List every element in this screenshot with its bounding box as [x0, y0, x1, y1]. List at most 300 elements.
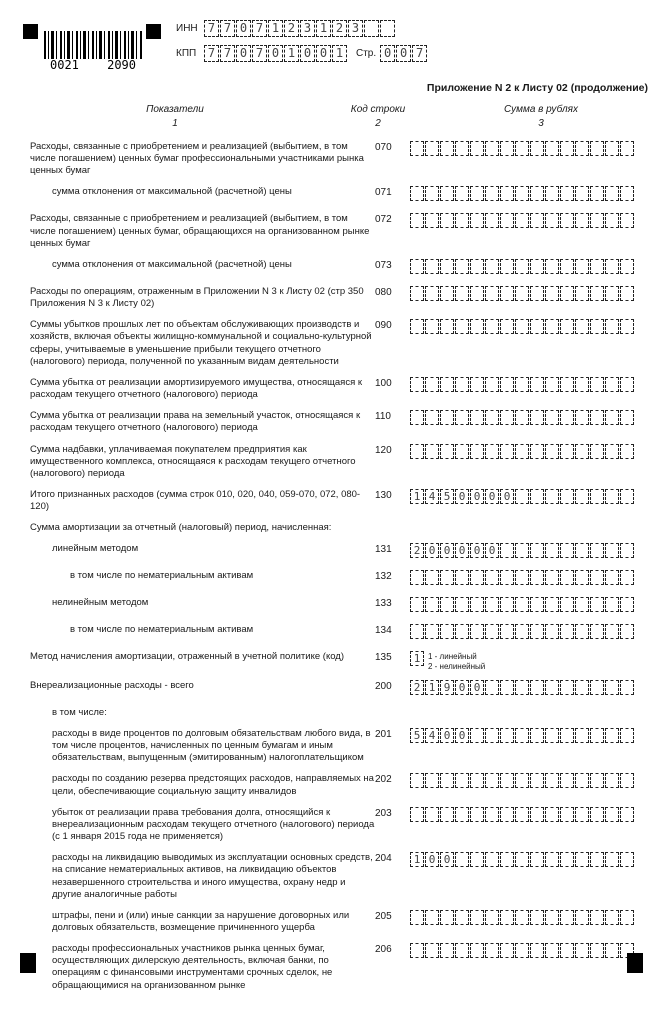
digit-cell[interactable]: [440, 377, 454, 392]
digit-cell[interactable]: [620, 543, 634, 558]
digit-cell[interactable]: [590, 773, 604, 788]
digit-cell[interactable]: [470, 773, 484, 788]
digit-cell[interactable]: [530, 910, 544, 925]
digit-cell[interactable]: [485, 141, 499, 156]
digit-cell[interactable]: [485, 186, 499, 201]
digit-cell[interactable]: [530, 444, 544, 459]
digit-cell[interactable]: [425, 141, 439, 156]
digit-cell[interactable]: [425, 624, 439, 639]
digit-cell[interactable]: [545, 286, 559, 301]
digit-cell[interactable]: [545, 570, 559, 585]
digit-cell[interactable]: [440, 444, 454, 459]
digit-cell[interactable]: [545, 319, 559, 334]
digit-cell[interactable]: 2: [284, 20, 299, 37]
digit-cell[interactable]: [590, 943, 604, 958]
digit-cell[interactable]: 3: [348, 20, 363, 37]
digit-cell[interactable]: [590, 141, 604, 156]
digit-cell[interactable]: 0: [440, 543, 454, 558]
row-value-field[interactable]: [410, 910, 635, 928]
digit-cell[interactable]: [575, 444, 589, 459]
digit-cell[interactable]: [620, 852, 634, 867]
digit-cell[interactable]: [560, 570, 574, 585]
digit-cell[interactable]: [485, 213, 499, 228]
digit-cell[interactable]: [410, 807, 424, 822]
digit-cell[interactable]: [530, 213, 544, 228]
digit-cell[interactable]: [545, 624, 559, 639]
row-value-field[interactable]: [410, 728, 635, 746]
digit-cell[interactable]: [545, 680, 559, 695]
digit-cell[interactable]: [425, 259, 439, 274]
digit-cell[interactable]: [530, 570, 544, 585]
digit-cell[interactable]: [485, 624, 499, 639]
digit-cell[interactable]: [410, 910, 424, 925]
digit-cell[interactable]: [425, 807, 439, 822]
digit-cell[interactable]: [500, 377, 514, 392]
digit-cell[interactable]: [515, 186, 529, 201]
digit-cell[interactable]: [500, 186, 514, 201]
digit-cell[interactable]: 9: [440, 680, 454, 695]
digit-cell[interactable]: [470, 570, 484, 585]
digit-cell[interactable]: 0: [425, 543, 439, 558]
digit-cell[interactable]: [575, 186, 589, 201]
digit-cell[interactable]: [620, 286, 634, 301]
digit-cell[interactable]: [620, 680, 634, 695]
digit-cell[interactable]: [590, 410, 604, 425]
digit-cell[interactable]: [500, 444, 514, 459]
row-value-field[interactable]: [410, 852, 635, 870]
digit-cell[interactable]: [590, 680, 604, 695]
digit-cell[interactable]: [455, 213, 469, 228]
digit-cell[interactable]: 4: [425, 728, 439, 743]
digit-cell[interactable]: 0: [485, 489, 499, 504]
digit-cell[interactable]: [605, 680, 619, 695]
digit-cell[interactable]: [560, 259, 574, 274]
digit-cell[interactable]: [620, 141, 634, 156]
digit-cell[interactable]: [545, 597, 559, 612]
digit-cell[interactable]: [560, 377, 574, 392]
digit-cell[interactable]: [515, 543, 529, 558]
digit-cell[interactable]: [515, 597, 529, 612]
row-value-field[interactable]: [410, 624, 635, 642]
digit-cell[interactable]: [560, 852, 574, 867]
digit-cell[interactable]: [545, 773, 559, 788]
row-value-field[interactable]: [410, 943, 635, 961]
digit-cell[interactable]: [620, 624, 634, 639]
digit-cell[interactable]: [455, 186, 469, 201]
digit-cell[interactable]: [485, 597, 499, 612]
digit-cell[interactable]: [410, 943, 424, 958]
digit-cell[interactable]: [500, 597, 514, 612]
digit-cell[interactable]: [545, 807, 559, 822]
digit-cell[interactable]: [620, 910, 634, 925]
digit-cell[interactable]: [455, 570, 469, 585]
digit-cell[interactable]: [380, 20, 395, 37]
row-value-field[interactable]: [410, 141, 635, 159]
digit-cell[interactable]: [470, 943, 484, 958]
digit-cell[interactable]: [560, 213, 574, 228]
digit-cell[interactable]: [425, 444, 439, 459]
row-value-field[interactable]: [410, 213, 635, 231]
digit-cell[interactable]: [485, 410, 499, 425]
digit-cell[interactable]: 1: [332, 45, 347, 62]
digit-cell[interactable]: [425, 910, 439, 925]
digit-cell[interactable]: 0: [455, 489, 469, 504]
digit-cell[interactable]: [560, 807, 574, 822]
digit-cell[interactable]: [605, 259, 619, 274]
digit-cell[interactable]: [605, 910, 619, 925]
digit-cell[interactable]: [425, 773, 439, 788]
digit-cell[interactable]: 0: [470, 680, 484, 695]
digit-cell[interactable]: 1: [284, 45, 299, 62]
digit-cell[interactable]: [440, 570, 454, 585]
digit-cell[interactable]: [410, 377, 424, 392]
row-value-field[interactable]: [410, 570, 635, 588]
digit-cell[interactable]: [500, 141, 514, 156]
digit-cell[interactable]: 5: [410, 728, 424, 743]
digit-cell[interactable]: [425, 597, 439, 612]
digit-cell[interactable]: [560, 680, 574, 695]
digit-cell[interactable]: [455, 444, 469, 459]
digit-cell[interactable]: [545, 852, 559, 867]
digit-cell[interactable]: [620, 186, 634, 201]
digit-cell[interactable]: [455, 807, 469, 822]
digit-cell[interactable]: [425, 186, 439, 201]
digit-cell[interactable]: [530, 597, 544, 612]
digit-cell[interactable]: [440, 186, 454, 201]
digit-cell[interactable]: [485, 444, 499, 459]
digit-cell[interactable]: [515, 852, 529, 867]
digit-cell[interactable]: [455, 410, 469, 425]
digit-cell[interactable]: [605, 624, 619, 639]
digit-cell[interactable]: [440, 624, 454, 639]
digit-cell[interactable]: [515, 910, 529, 925]
digit-cell[interactable]: [590, 807, 604, 822]
digit-cell[interactable]: [485, 377, 499, 392]
row-value-field[interactable]: [410, 259, 635, 277]
digit-cell[interactable]: [545, 186, 559, 201]
digit-cell[interactable]: [560, 444, 574, 459]
digit-cell[interactable]: [410, 597, 424, 612]
digit-cell[interactable]: [485, 728, 499, 743]
digit-cell[interactable]: [470, 319, 484, 334]
digit-cell[interactable]: [455, 910, 469, 925]
digit-cell[interactable]: [515, 444, 529, 459]
digit-cell[interactable]: [560, 286, 574, 301]
digit-cell[interactable]: [575, 489, 589, 504]
digit-cell[interactable]: [470, 377, 484, 392]
digit-cell[interactable]: [515, 624, 529, 639]
digit-cell[interactable]: [455, 624, 469, 639]
digit-cell[interactable]: [530, 728, 544, 743]
digit-cell[interactable]: 0: [455, 543, 469, 558]
digit-cell[interactable]: [575, 141, 589, 156]
row-value-field[interactable]: [410, 807, 635, 825]
digit-cell[interactable]: 7: [252, 45, 267, 62]
digit-cell[interactable]: [500, 259, 514, 274]
digit-cell[interactable]: 1: [268, 20, 283, 37]
digit-cell[interactable]: [425, 286, 439, 301]
digit-cell[interactable]: [620, 213, 634, 228]
digit-cell[interactable]: [590, 543, 604, 558]
digit-cell[interactable]: [545, 728, 559, 743]
row-value-field[interactable]: [410, 680, 635, 698]
digit-cell[interactable]: [500, 570, 514, 585]
digit-cell[interactable]: [575, 286, 589, 301]
digit-cell[interactable]: [605, 807, 619, 822]
row-value-field[interactable]: [410, 773, 635, 791]
digit-cell[interactable]: [605, 852, 619, 867]
digit-cell[interactable]: [470, 852, 484, 867]
kpp-field[interactable]: [204, 45, 348, 63]
digit-cell[interactable]: 0: [485, 543, 499, 558]
digit-cell[interactable]: [515, 943, 529, 958]
digit-cell[interactable]: 0: [316, 45, 331, 62]
digit-cell[interactable]: 0: [470, 489, 484, 504]
digit-cell[interactable]: [560, 597, 574, 612]
digit-cell[interactable]: [515, 570, 529, 585]
digit-cell[interactable]: [515, 286, 529, 301]
digit-cell[interactable]: [440, 259, 454, 274]
digit-cell[interactable]: [530, 141, 544, 156]
digit-cell[interactable]: 2: [410, 543, 424, 558]
digit-cell[interactable]: [515, 377, 529, 392]
digit-cell[interactable]: [410, 570, 424, 585]
digit-cell[interactable]: [485, 943, 499, 958]
digit-cell[interactable]: 0: [425, 852, 439, 867]
digit-cell[interactable]: [440, 910, 454, 925]
digit-cell[interactable]: [470, 910, 484, 925]
digit-cell[interactable]: [440, 773, 454, 788]
digit-cell[interactable]: 0: [236, 20, 251, 37]
digit-cell[interactable]: 1: [410, 852, 424, 867]
digit-cell[interactable]: [590, 489, 604, 504]
digit-cell[interactable]: [575, 543, 589, 558]
page-number-field[interactable]: [380, 45, 428, 63]
digit-cell[interactable]: [410, 141, 424, 156]
digit-cell[interactable]: 1: [425, 680, 439, 695]
digit-cell[interactable]: [605, 410, 619, 425]
digit-cell[interactable]: [545, 410, 559, 425]
digit-cell[interactable]: [500, 286, 514, 301]
digit-cell[interactable]: [560, 319, 574, 334]
digit-cell[interactable]: 7: [252, 20, 267, 37]
digit-cell[interactable]: [440, 319, 454, 334]
digit-cell[interactable]: [485, 910, 499, 925]
digit-cell[interactable]: [440, 943, 454, 958]
digit-cell[interactable]: [455, 319, 469, 334]
digit-cell[interactable]: [455, 377, 469, 392]
digit-cell[interactable]: [575, 597, 589, 612]
digit-cell[interactable]: [515, 680, 529, 695]
digit-cell[interactable]: 7: [412, 45, 427, 62]
digit-cell[interactable]: [500, 624, 514, 639]
digit-cell[interactable]: [410, 186, 424, 201]
digit-cell[interactable]: [605, 286, 619, 301]
digit-cell[interactable]: [605, 597, 619, 612]
digit-cell[interactable]: [515, 773, 529, 788]
row-value-field[interactable]: [410, 444, 635, 462]
digit-cell[interactable]: [470, 286, 484, 301]
digit-cell[interactable]: [530, 943, 544, 958]
digit-cell[interactable]: 0: [396, 45, 411, 62]
digit-cell[interactable]: [410, 773, 424, 788]
digit-cell[interactable]: [545, 444, 559, 459]
digit-cell[interactable]: [425, 570, 439, 585]
digit-cell[interactable]: [545, 377, 559, 392]
digit-cell[interactable]: [545, 213, 559, 228]
digit-cell[interactable]: 2: [332, 20, 347, 37]
digit-cell[interactable]: [455, 773, 469, 788]
digit-cell[interactable]: 7: [204, 45, 219, 62]
digit-cell[interactable]: [605, 543, 619, 558]
digit-cell[interactable]: [500, 807, 514, 822]
digit-cell[interactable]: [560, 624, 574, 639]
digit-cell[interactable]: [590, 624, 604, 639]
digit-cell[interactable]: [515, 807, 529, 822]
digit-cell[interactable]: [470, 410, 484, 425]
digit-cell[interactable]: [530, 807, 544, 822]
digit-cell[interactable]: [470, 186, 484, 201]
digit-cell[interactable]: [515, 489, 529, 504]
digit-cell[interactable]: [455, 852, 469, 867]
row-value-field[interactable]: [410, 489, 635, 507]
row-value-field[interactable]: [410, 597, 635, 615]
digit-cell[interactable]: [530, 624, 544, 639]
digit-cell[interactable]: 0: [470, 543, 484, 558]
inn-field[interactable]: [204, 20, 396, 38]
digit-cell[interactable]: [515, 319, 529, 334]
digit-cell[interactable]: [425, 319, 439, 334]
digit-cell[interactable]: [590, 444, 604, 459]
digit-cell[interactable]: [500, 543, 514, 558]
digit-cell[interactable]: [575, 773, 589, 788]
digit-cell[interactable]: [425, 377, 439, 392]
digit-cell[interactable]: [440, 410, 454, 425]
digit-cell[interactable]: [575, 807, 589, 822]
digit-cell[interactable]: 1: [316, 20, 331, 37]
digit-cell[interactable]: 0: [440, 852, 454, 867]
digit-cell[interactable]: [545, 543, 559, 558]
digit-cell[interactable]: [410, 259, 424, 274]
digit-cell[interactable]: [500, 852, 514, 867]
digit-cell[interactable]: [530, 319, 544, 334]
digit-cell[interactable]: [515, 259, 529, 274]
digit-cell[interactable]: 0: [500, 489, 514, 504]
digit-cell[interactable]: [530, 377, 544, 392]
digit-cell[interactable]: [620, 319, 634, 334]
digit-cell[interactable]: [560, 773, 574, 788]
digit-cell[interactable]: [530, 259, 544, 274]
digit-cell[interactable]: [605, 141, 619, 156]
digit-cell[interactable]: [590, 319, 604, 334]
digit-cell[interactable]: [605, 444, 619, 459]
digit-cell[interactable]: [560, 910, 574, 925]
digit-cell[interactable]: [485, 259, 499, 274]
digit-cell[interactable]: [485, 807, 499, 822]
digit-cell[interactable]: [410, 286, 424, 301]
digit-cell[interactable]: [590, 728, 604, 743]
digit-cell[interactable]: [470, 597, 484, 612]
digit-cell[interactable]: 4: [425, 489, 439, 504]
digit-cell[interactable]: [530, 410, 544, 425]
digit-cell[interactable]: [575, 213, 589, 228]
digit-cell[interactable]: 1: [410, 489, 424, 504]
digit-cell[interactable]: [470, 141, 484, 156]
digit-cell[interactable]: [410, 624, 424, 639]
digit-cell[interactable]: [410, 319, 424, 334]
digit-cell[interactable]: [545, 141, 559, 156]
digit-cell[interactable]: [455, 259, 469, 274]
digit-cell[interactable]: [530, 773, 544, 788]
digit-cell[interactable]: [455, 286, 469, 301]
digit-cell[interactable]: [364, 20, 379, 37]
digit-cell[interactable]: [620, 377, 634, 392]
digit-cell[interactable]: [545, 259, 559, 274]
digit-cell[interactable]: [545, 943, 559, 958]
digit-cell[interactable]: 7: [204, 20, 219, 37]
digit-cell[interactable]: 0: [236, 45, 251, 62]
digit-cell[interactable]: [560, 943, 574, 958]
digit-cell[interactable]: [455, 597, 469, 612]
digit-cell[interactable]: [590, 852, 604, 867]
digit-cell[interactable]: [575, 728, 589, 743]
digit-cell[interactable]: [500, 910, 514, 925]
digit-cell[interactable]: [500, 943, 514, 958]
digit-cell[interactable]: [560, 543, 574, 558]
digit-cell[interactable]: [620, 597, 634, 612]
digit-cell[interactable]: [575, 943, 589, 958]
digit-cell[interactable]: [410, 444, 424, 459]
digit-cell[interactable]: [620, 444, 634, 459]
digit-cell[interactable]: [440, 597, 454, 612]
digit-cell[interactable]: [605, 728, 619, 743]
digit-cell[interactable]: [575, 910, 589, 925]
digit-cell[interactable]: [605, 773, 619, 788]
digit-cell[interactable]: [500, 680, 514, 695]
digit-cell[interactable]: [425, 213, 439, 228]
digit-cell[interactable]: [575, 319, 589, 334]
digit-cell[interactable]: [560, 186, 574, 201]
digit-cell[interactable]: 3: [300, 20, 315, 37]
digit-cell[interactable]: 0: [440, 728, 454, 743]
digit-cell[interactable]: [590, 186, 604, 201]
row-value-field[interactable]: [410, 319, 635, 337]
digit-cell[interactable]: [515, 141, 529, 156]
digit-cell[interactable]: [590, 377, 604, 392]
digit-cell[interactable]: [590, 910, 604, 925]
digit-cell[interactable]: 0: [300, 45, 315, 62]
row-value-field[interactable]: [410, 377, 635, 395]
digit-cell[interactable]: [440, 213, 454, 228]
digit-cell[interactable]: [560, 489, 574, 504]
digit-cell[interactable]: [590, 213, 604, 228]
digit-cell[interactable]: [605, 186, 619, 201]
row-value-field[interactable]: [410, 186, 635, 204]
digit-cell[interactable]: 7: [220, 20, 235, 37]
digit-cell[interactable]: [545, 910, 559, 925]
digit-cell[interactable]: [605, 213, 619, 228]
digit-cell[interactable]: [605, 319, 619, 334]
digit-cell[interactable]: 0: [380, 45, 395, 62]
digit-cell[interactable]: [470, 624, 484, 639]
digit-cell[interactable]: [575, 852, 589, 867]
digit-cell[interactable]: [575, 680, 589, 695]
digit-cell[interactable]: [440, 807, 454, 822]
digit-cell[interactable]: [620, 807, 634, 822]
digit-cell[interactable]: [425, 410, 439, 425]
digit-cell[interactable]: [485, 680, 499, 695]
digit-cell[interactable]: [470, 728, 484, 743]
